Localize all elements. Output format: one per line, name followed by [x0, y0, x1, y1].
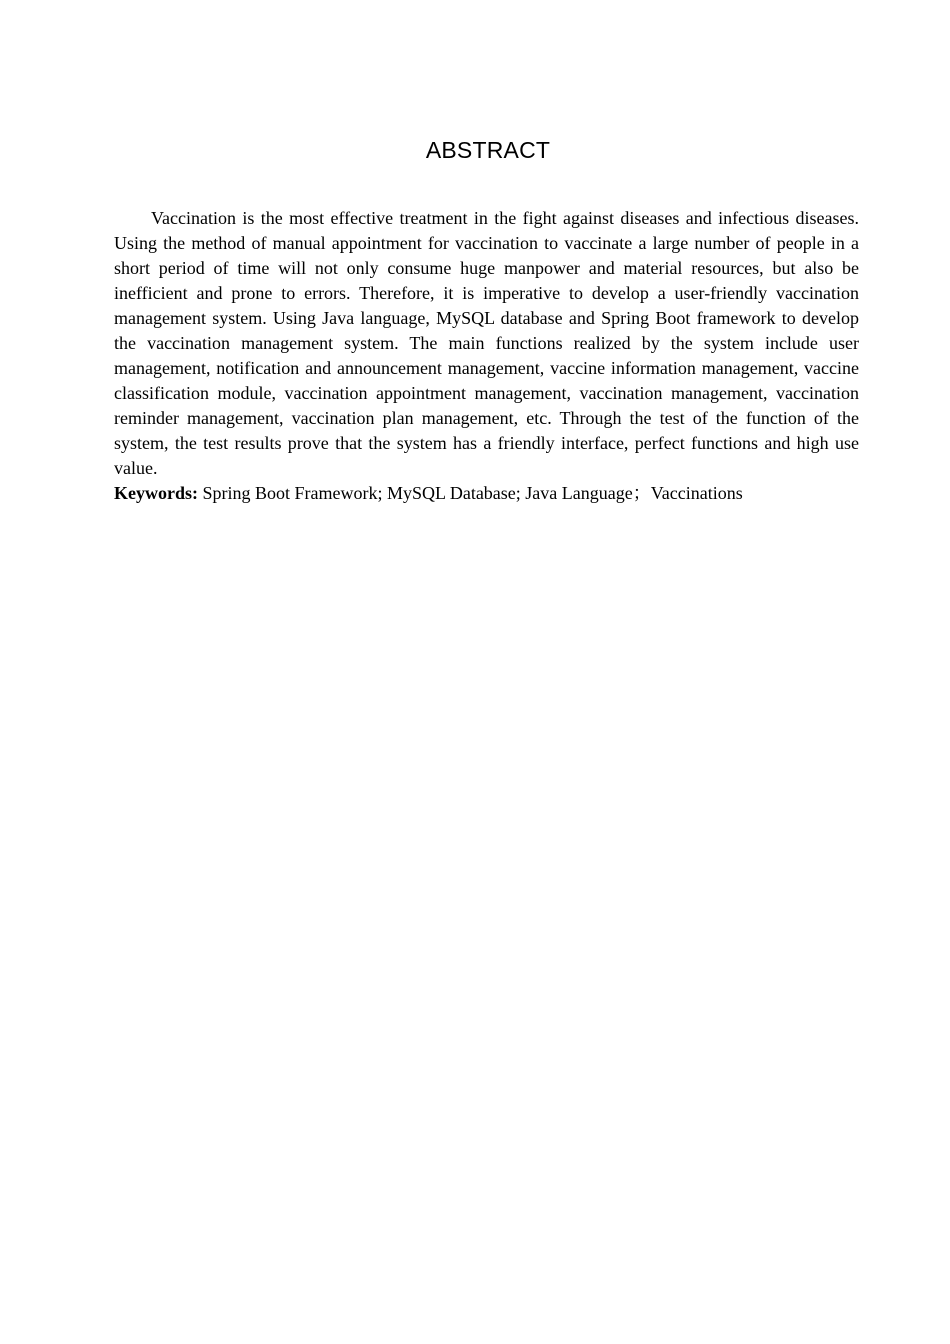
abstract-body-text: Vaccination is the most effective treatment in the fight against diseases and infectious diseases. Using the method of manual appointment for vaccination to vaccinate a large number of people in a short period of time will not only consume huge manpower and material resources, but also be inefficient and prone to errors. Therefore, it is imperative to develop a user-friendly vaccination management system. Using Java language, MySQL database and Spring Boot framework to develop the vaccination management system. The main functions realized by the system include user management, notification and announcement management, vaccine information management, vaccine classification module, vaccination appointment management, vaccination management, vaccination reminder management, vaccination plan management, etc. Through the test of the function of the system, the test results prove that the system has a friendly interface, perfect functions and high use value. [114, 208, 859, 478]
keywords-line [114, 481, 859, 506]
keywords-text: Spring Boot Framework; MySQL Database; Java Language；Vaccinations [198, 483, 743, 503]
abstract-title: ABSTRACT [425, 137, 551, 163]
keywords-label: Keywords: [114, 483, 198, 503]
